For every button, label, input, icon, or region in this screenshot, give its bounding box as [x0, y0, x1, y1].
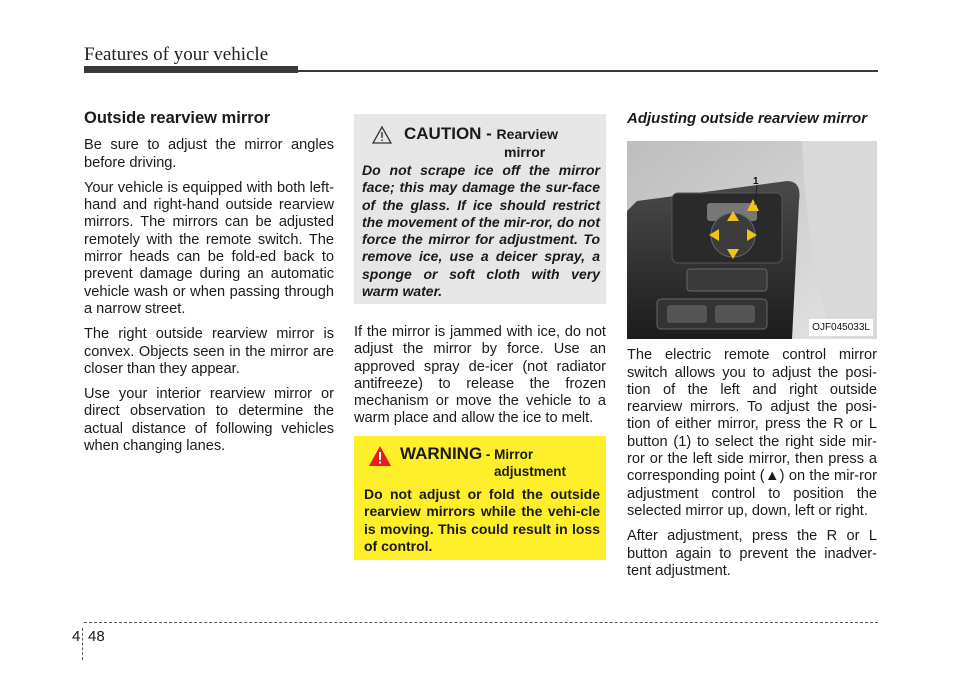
- caution-word: CAUTION -: [404, 124, 497, 143]
- caution-triangle-icon: [372, 125, 392, 145]
- paragraph: The electric remote control mirror switch allows you to adjust the posi-tion of the left and right outside rearview mirrors. To adjust the posi-tion of either mirror, press the R or L button (1) to select the right side mir-ror or the left side mirror, then press a corresponding point (▲) on the mir-ror adjustment control to position the selected mirror up, down, left or right.: [627, 347, 877, 519]
- warning-box: [354, 436, 606, 560]
- warning-subject-2: adjustment: [494, 464, 567, 479]
- caution-heading: [372, 124, 558, 160]
- footer-line: [84, 622, 878, 623]
- caution-subject: Rearview: [496, 126, 559, 142]
- paragraph: Use your interior rearview mirror or direct observation to determine the actual distance of following vehicles when changing lanes.: [84, 386, 334, 455]
- paragraph: After adjustment, press the R or L button again to prevent the inadver-tent adjustment.: [627, 528, 877, 579]
- caution-box: [354, 114, 606, 304]
- section-number: 4: [72, 628, 81, 645]
- paragraph: Your vehicle is equipped with both left-hand and right-hand outside rearview mirrors. The mirrors can be adjusted remotely with the remote switch. The mirror heads can be fold-ed back to prevent damage during an automatic vehicle wash or when passing through a narrow street.: [84, 179, 334, 317]
- left-column: [84, 110, 334, 463]
- warning-body: Do not adjust or fold the outside rearview mirrors while the vehi-cle is moving. This could result in loss of control.: [364, 486, 600, 554]
- caution-body: Do not scrape ice off the mirror face; this may damage the sur-face of the glass. If ice should restrict the movement of the mir-ror, do not force the mirror for adjustment. To remove ice, use a deicer spray, a sponge or soft cloth with very warm water.: [362, 162, 600, 300]
- header-line: [298, 70, 878, 72]
- warning-subject: - Mirror: [482, 447, 534, 462]
- paragraph: Be sure to adjust the mirror angles before driving.: [84, 137, 334, 171]
- header-bar: [84, 66, 298, 73]
- right-column: [627, 110, 877, 588]
- subsection-title: Adjusting outside rearview mirror: [627, 110, 868, 127]
- page-number: 48: [88, 628, 105, 645]
- paragraph: If the mirror is jammed with ice, do not adjust the mirror by force. Use an approved spray de-icer (not radiator antifreeze) to release the frozen mechanism or move the vehicle to a warm place and allow the ice to melt.: [354, 324, 606, 427]
- paragraph: The right outside rearview mirror is convex. Objects seen in the mirror are closer than they appear.: [84, 326, 334, 377]
- warning-triangle-icon: [368, 445, 392, 467]
- section-title: Outside rearview mirror: [84, 109, 271, 127]
- caution-subject-2: mirror: [504, 144, 546, 160]
- figure-code: OJF045033L: [809, 319, 873, 336]
- warning-heading: [400, 444, 566, 480]
- warning-word: WARNING: [400, 444, 483, 463]
- door-panel-illustration: [627, 141, 877, 339]
- mirror-switch-photo: [627, 141, 877, 339]
- callout-label: 1: [753, 176, 759, 188]
- footer-separator: [82, 628, 84, 660]
- page-header-title: Features of your vehicle: [84, 44, 269, 65]
